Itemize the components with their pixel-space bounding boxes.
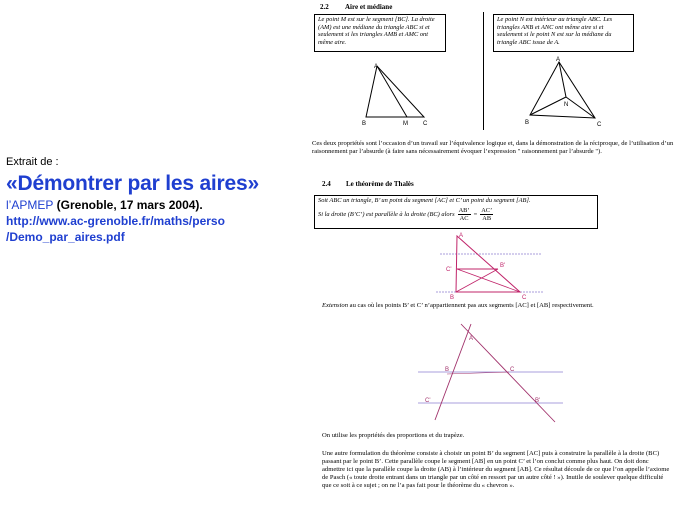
paragraph-alternative-formulation: Une autre formulation du théorème consiste à choisir un point B’ du segment [AC] puis à construire la parallèle à la droite (BC) passant par le point B’. Cette parallèle coupe le segment [AB] en un point C’ et l’on conclut comme plus haut. On doit donc admettre ici que la parallèle coupe la droite (AB) à l’intérieur du segment [AB]. Ce résultat découle de ce que l’on appelle l’axiome de Pasch (« toute droite entrant dans un triangle par un côté en ressort par un autre côté ! »). Inutile de soulever quelque difficulté que ce soit à ce sujet ; on ne l’a pas fait pour le théorème du « chevron ». — [322, 450, 670, 489]
extract-label: Extrait de : — [6, 156, 59, 168]
fig4-label-b-prime: B' — [535, 398, 541, 404]
figure-thales-triangle — [432, 228, 548, 300]
fig1-label-m: M — [403, 121, 408, 127]
fraction-ab-ac — [458, 207, 471, 223]
thales-line-1: Soit ABC un triangle, B’ un point du segment [AC] et C’ un point du segment [AB]. — [318, 197, 531, 204]
fig4-label-a: A — [469, 336, 474, 342]
source-date: (Grenoble, 17 mars 2004). — [53, 198, 203, 212]
section-24-title: Le théorème de Thalès — [346, 180, 414, 188]
paragraph-extension — [322, 302, 622, 310]
section-22-number: 2.2 — [320, 3, 329, 11]
fig3-label-c-prime: C' — [446, 267, 452, 273]
extension-text: au cas où les points B’ et C’ n’appartiennent pas aux segments [AC] et [AB] respectivement. — [348, 302, 594, 309]
fig4-label-b: B — [445, 367, 450, 373]
fig3-label-a: A — [459, 233, 464, 239]
fig3-label-b-prime: B' — [500, 263, 506, 269]
paragraph-equivalence: Ces deux propriétés sont l’occasion d’un travail sur l’équivalence logique et, dans la démonstration de la réciproque, de l’utilisation d’un raisonnement par l’absurde (à faire sans nécessairement évoquer l’expression " raisonnement par l’absurde "). — [312, 140, 674, 155]
figure-interior-point-triangle — [522, 56, 612, 132]
thales-theorem-box — [314, 195, 598, 229]
thales-line-2 — [318, 207, 594, 223]
extension-word: Extension — [322, 302, 349, 309]
section-24-number: 2.4 — [322, 180, 331, 188]
figure-median-triangle — [360, 62, 430, 128]
fig1-label-b: B — [362, 121, 367, 127]
figure-thales-extension — [415, 322, 565, 424]
fraction-1-denominator: AC — [459, 215, 469, 223]
equals-sign: = — [473, 210, 478, 218]
source-url[interactable] — [6, 213, 225, 245]
fig1-label-c: C — [423, 121, 428, 127]
property-box-interior-point: Le point N est intérieur au triangle ABC. Les triangles ANB et ANC ont même aire si et seulement si le point N est sur la médiane du triangle ABC issue de A. — [493, 14, 634, 52]
url-line-2[interactable]: /Demo_par_aires.pdf — [6, 230, 125, 244]
fig4-label-c: C — [510, 367, 515, 373]
thales-line-2-prefix: Si la droite (B’C’) est parallèle à la droite (BC) alors — [318, 210, 455, 218]
paragraph-proportions: On utilise les propriétés des proportions et du trapèze. — [322, 432, 465, 439]
fraction-2-numerator: AC’ — [481, 206, 493, 214]
fig3-label-b: B — [450, 295, 455, 300]
url-line-1[interactable]: http://www.ac-grenoble.fr/maths/perso — [6, 214, 225, 228]
fig2-label-a: A — [556, 57, 561, 63]
source-org: l’APMEP — [6, 198, 54, 212]
fig2-label-b: B — [525, 120, 530, 126]
fraction-2-denominator: AB — [482, 215, 492, 223]
fig2-label-n: N — [564, 102, 569, 108]
fig1-label-a: A — [374, 64, 379, 70]
section-22-title: Aire et médiane — [345, 3, 393, 11]
document-title: «Démontrer par les aires» — [6, 172, 259, 195]
fig2-label-c: C — [597, 122, 602, 128]
column-divider — [483, 12, 484, 130]
fraction-ac-ab — [480, 207, 493, 223]
fig4-label-c-prime: C' — [425, 398, 431, 404]
property-box-median: Le point M est sur le segment [BC]. La droite (AM) est une médiane du triangle ABC si et seulement si les triangles AMB et AMC ont même aire. — [314, 14, 446, 52]
fraction-1-numerator: AB’ — [458, 206, 470, 214]
fig3-label-c: C — [522, 295, 527, 300]
source-line — [6, 198, 203, 212]
